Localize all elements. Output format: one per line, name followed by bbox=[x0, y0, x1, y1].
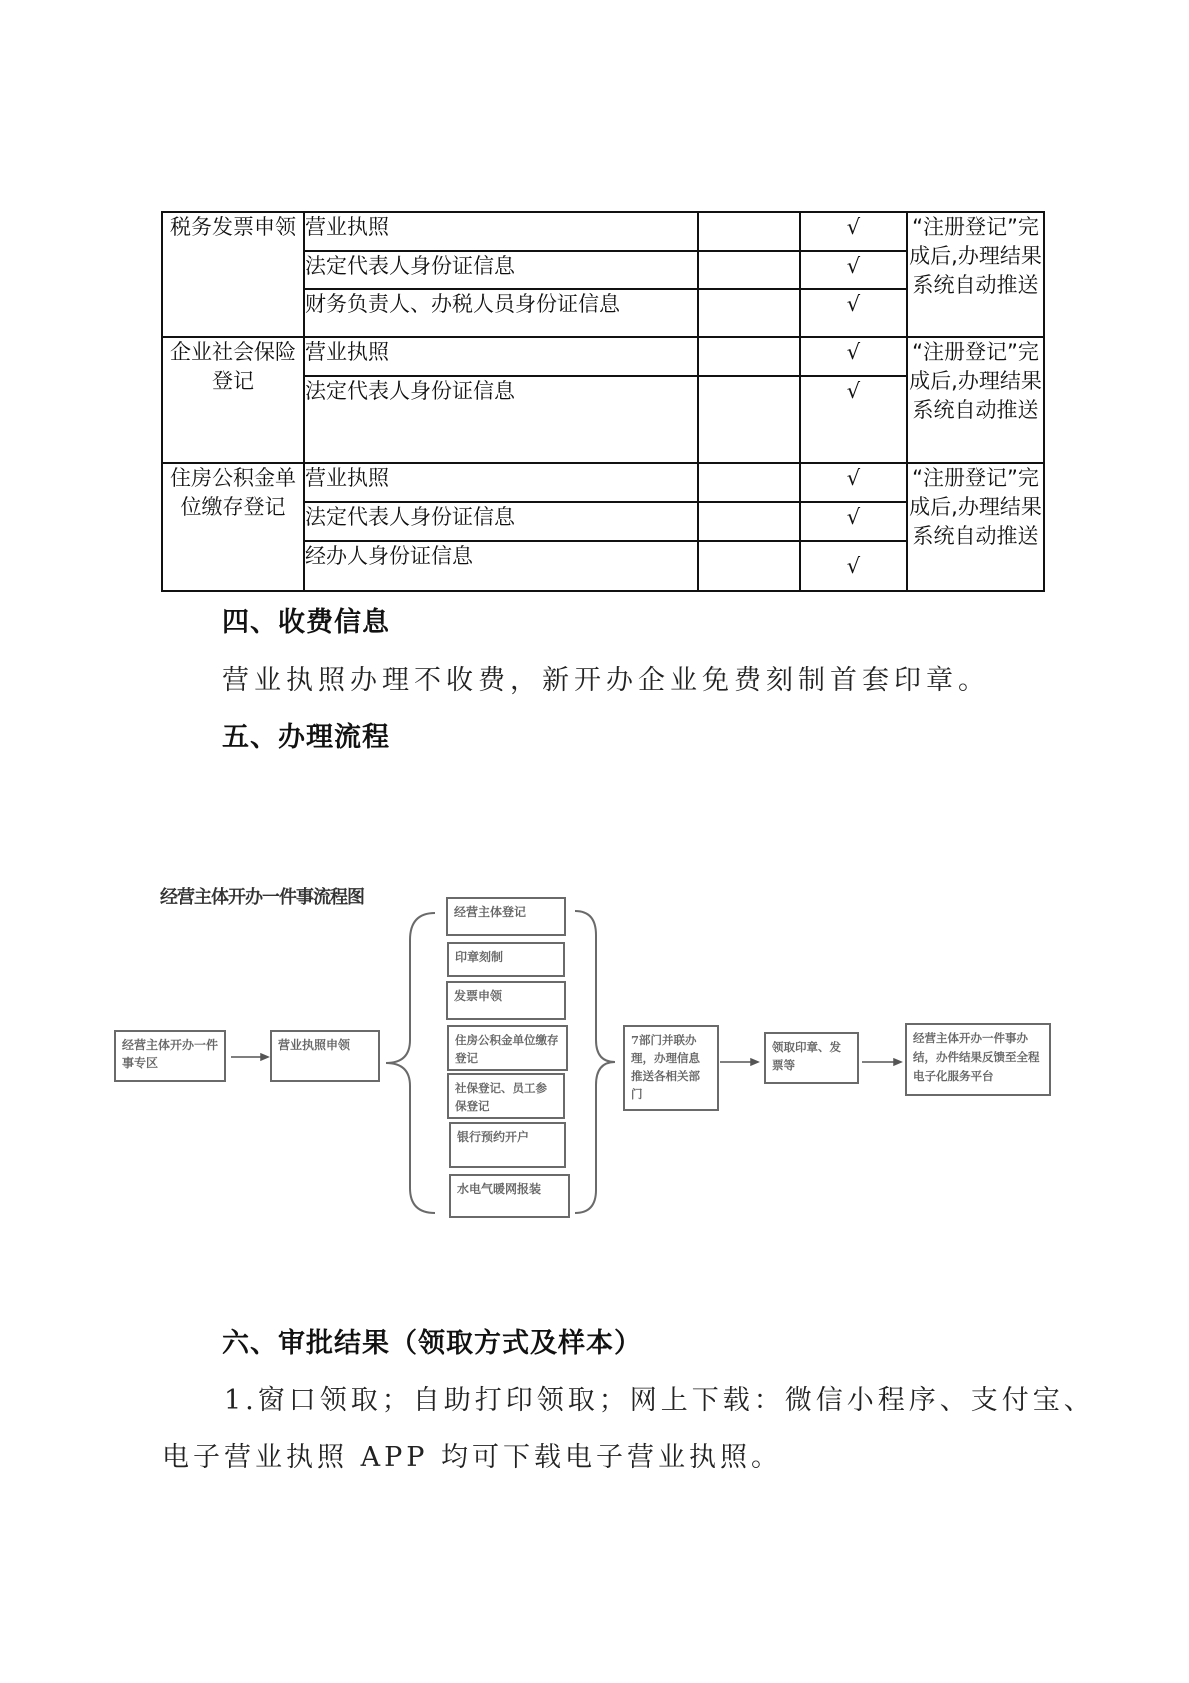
remark-cell: “注册登记”完成后,办理结果系统自动推送 bbox=[907, 463, 1044, 591]
item-cell: 营业执照 bbox=[304, 463, 698, 502]
fee-body: 营业执照办理不收费，新开办企业免费刻制首套印章。 bbox=[222, 665, 990, 696]
arrowhead-icon bbox=[751, 1059, 758, 1065]
parallel-box: 住房公积金单位缴存登记 bbox=[447, 1025, 568, 1071]
item-cell: 营业执照 bbox=[304, 337, 698, 376]
result-heading: 六、审批结果（领取方式及样本） bbox=[222, 1328, 642, 1359]
parallel-box: 经营主体登记 bbox=[446, 897, 566, 936]
parallel-box: 发票申领 bbox=[446, 981, 566, 1020]
joint-processing-box: 7部门并联办理，办理信息推送各相关部门 bbox=[623, 1025, 719, 1111]
remark-cell: “注册登记”完成后,办理结果系统自动推送 bbox=[907, 337, 1044, 463]
check-mark: √ bbox=[800, 212, 907, 251]
category-cell: 住房公积金单位缴存登记 bbox=[162, 463, 304, 591]
check-mark: √ bbox=[800, 541, 907, 591]
check-mark: √ bbox=[800, 463, 907, 502]
item-cell: 经办人身份证信息 bbox=[304, 541, 698, 591]
license-box: 营业执照申领 bbox=[270, 1030, 380, 1082]
item-cell: 法定代表人身份证信息 bbox=[304, 251, 698, 289]
right-brace bbox=[575, 911, 615, 1213]
parallel-box: 银行预约开户 bbox=[449, 1122, 566, 1168]
fee-heading: 四、收费信息 bbox=[222, 607, 390, 638]
flowchart-title: 经营主体开办一件事流程图 bbox=[160, 887, 364, 908]
item-cell: 营业执照 bbox=[304, 212, 698, 251]
check-mark: √ bbox=[800, 289, 907, 337]
item-cell: 法定代表人身份证信息 bbox=[304, 502, 698, 541]
start-box: 经营主体开办一件事专区 bbox=[114, 1030, 226, 1082]
finish-box: 经营主体开办一件事办结，办件结果反馈至全程电子化服务平台 bbox=[905, 1023, 1051, 1096]
check-mark: √ bbox=[800, 502, 907, 541]
arrowhead-icon bbox=[261, 1054, 268, 1060]
check-mark: √ bbox=[800, 376, 907, 463]
collect-box: 领取印章、发票等 bbox=[764, 1032, 859, 1084]
process-heading: 五、办理流程 bbox=[222, 722, 390, 753]
check-mark: √ bbox=[800, 337, 907, 376]
category-cell: 企业社会保险登记 bbox=[162, 337, 304, 463]
parallel-box: 社保登记、员工参保登记 bbox=[447, 1073, 565, 1119]
parallel-box: 水电气暖网报装 bbox=[449, 1174, 570, 1218]
item-cell: 法定代表人身份证信息 bbox=[304, 376, 698, 463]
item-cell: 财务负责人、办税人员身份证信息 bbox=[304, 289, 698, 337]
left-brace bbox=[386, 913, 435, 1213]
arrowhead-icon bbox=[894, 1059, 901, 1065]
remark-cell: “注册登记”完成后,办理结果系统自动推送 bbox=[907, 212, 1044, 337]
category-cell: 税务发票申领 bbox=[162, 212, 304, 337]
check-mark: √ bbox=[800, 251, 907, 289]
parallel-box: 印章刻制 bbox=[447, 942, 565, 977]
result-line-2: 电子营业执照 APP 均可下载电子营业执照。 bbox=[162, 1442, 782, 1473]
result-line-1: 1.窗口领取；自助打印领取；网上下载：微信小程序、支付宝、 bbox=[224, 1385, 1095, 1416]
